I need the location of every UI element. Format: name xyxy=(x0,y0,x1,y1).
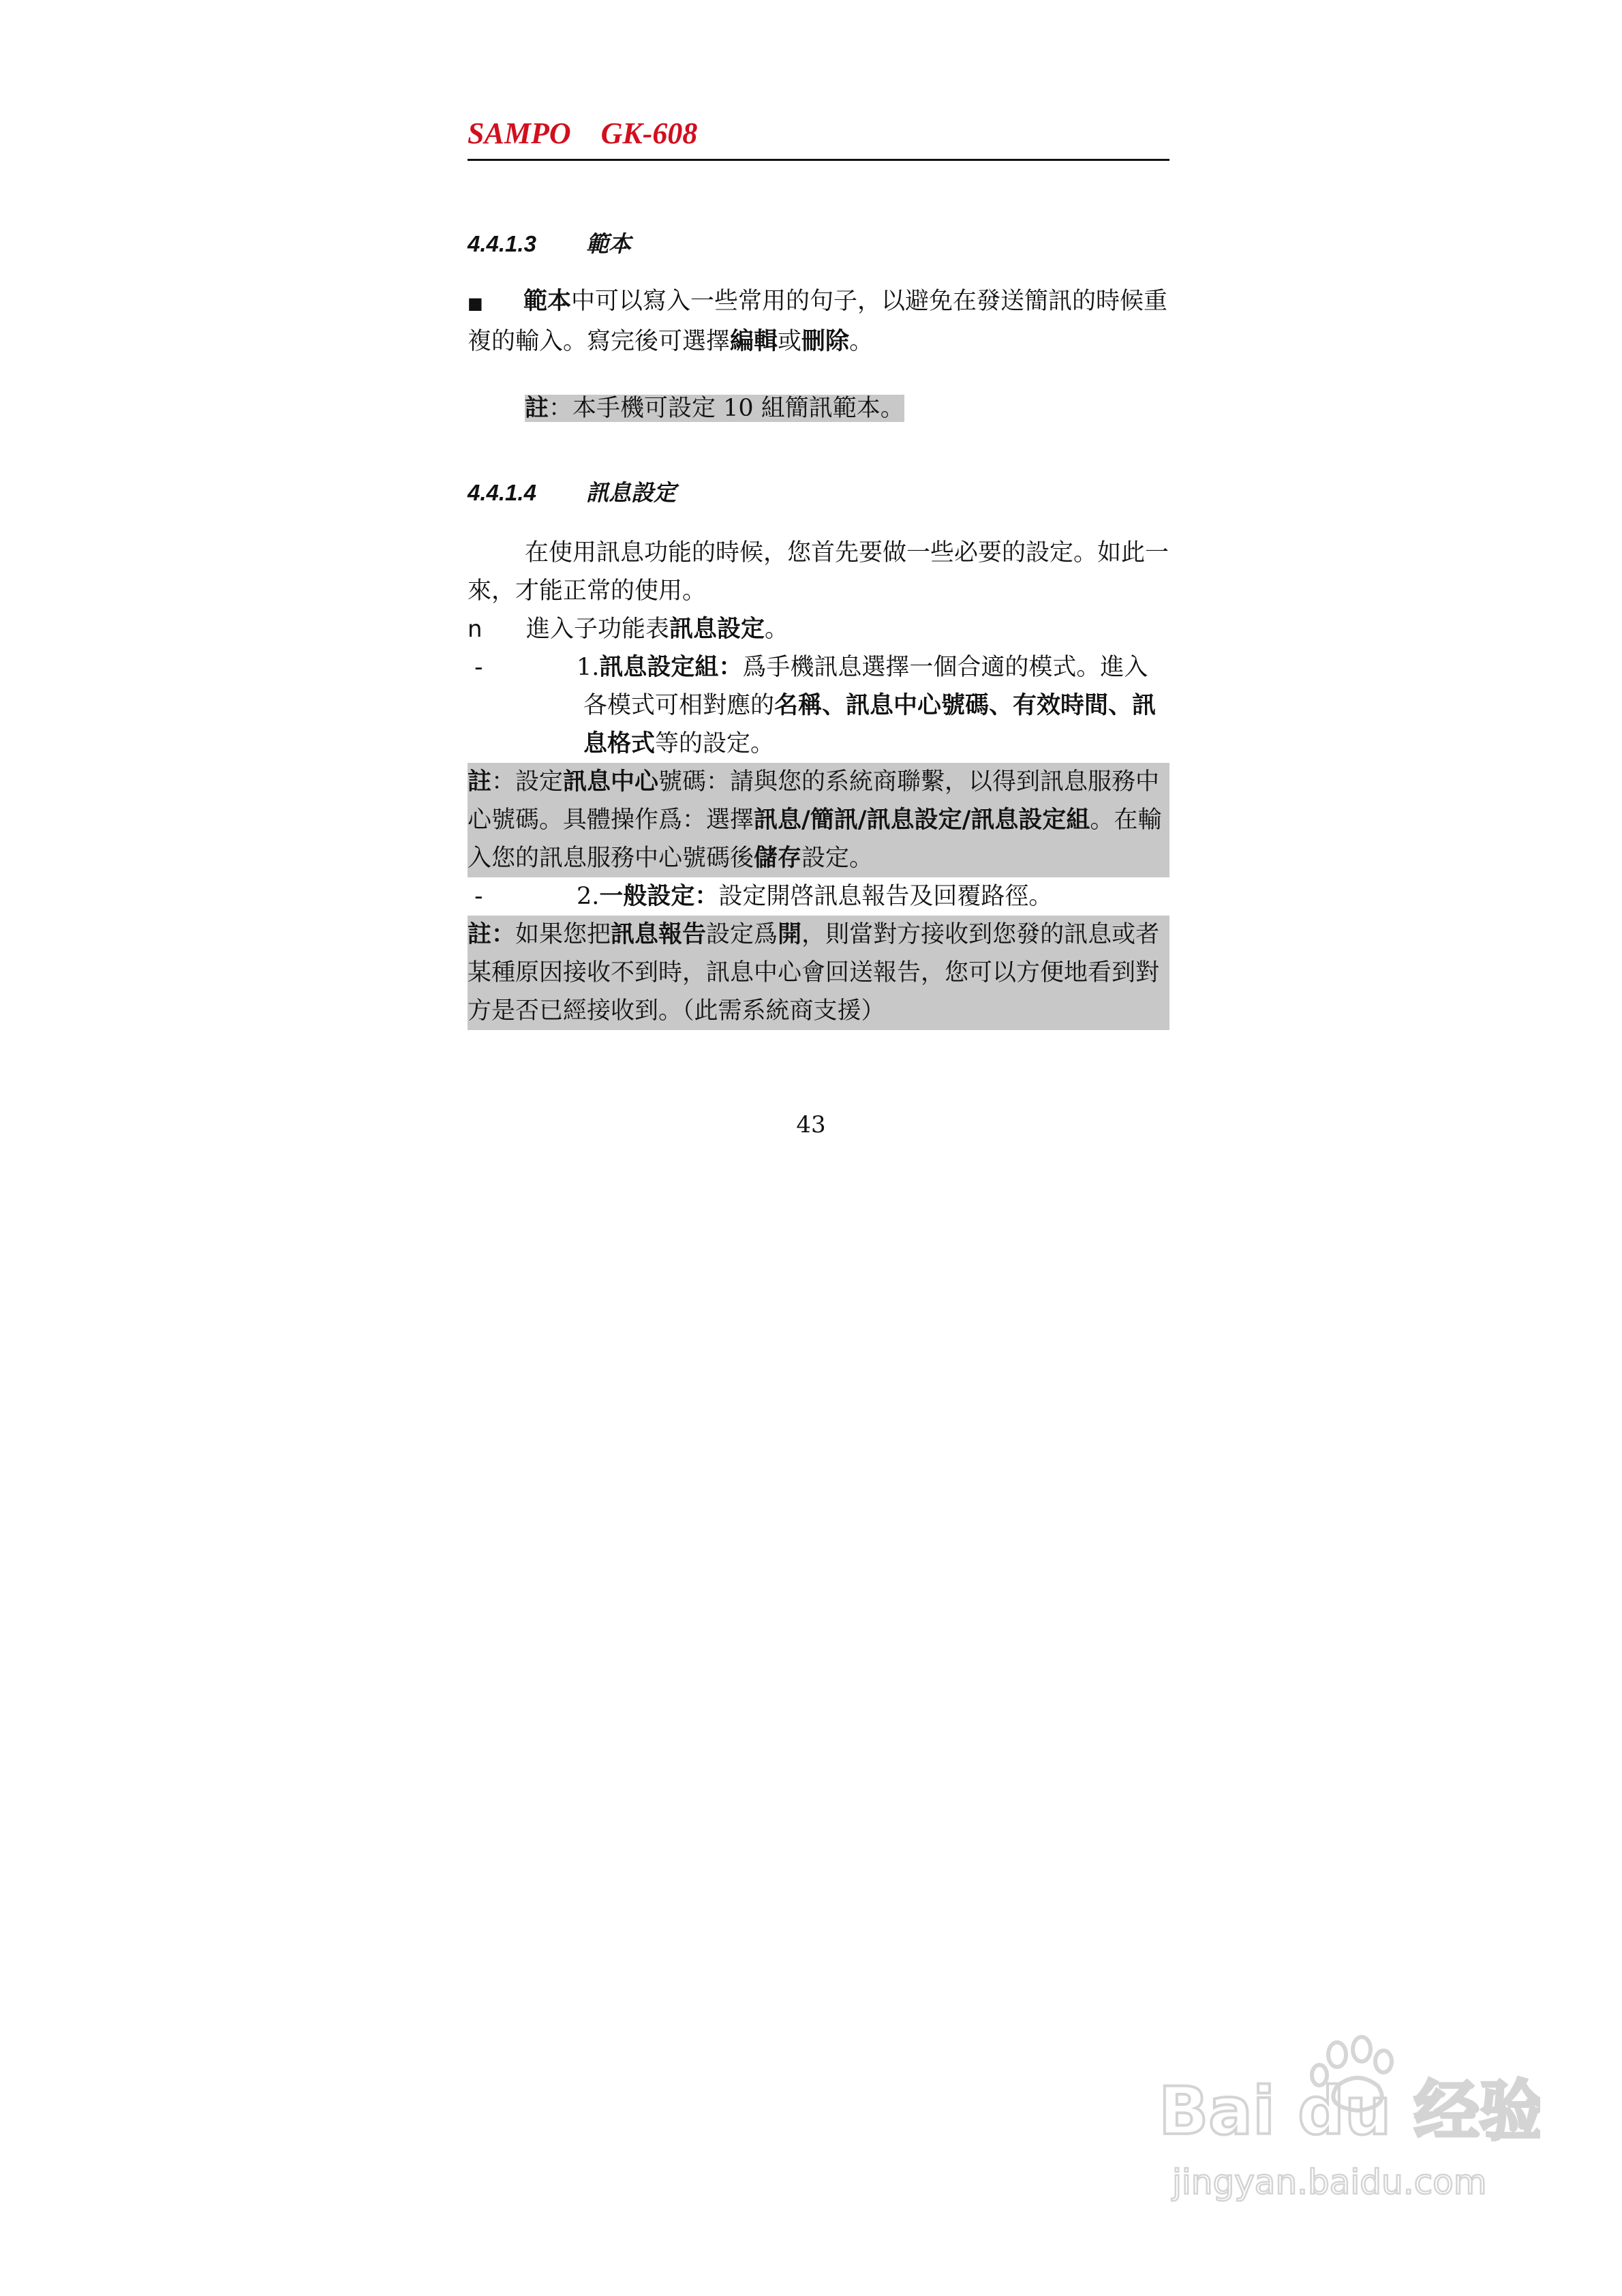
dash-marker: - xyxy=(474,654,483,681)
document-page xyxy=(468,109,1169,1030)
section-heading-message-settings xyxy=(468,479,1169,507)
section-title: 範本 xyxy=(586,231,631,256)
section-number: 4.4.1.4 xyxy=(468,480,536,505)
list-item-message-profile: - 1.訊息設定組：爲手機訊息選擇一個合適的模式。進入各模式可相對應的名稱、訊息中心號碼、有效時間、訊息格式等的設定。 xyxy=(468,648,1169,763)
templates-note-highlight: 註：本手機可設定 10 組簡訊範本。 xyxy=(525,394,904,422)
templates-note xyxy=(468,389,1169,427)
baidu-jingyan-watermark xyxy=(1159,2031,1540,2209)
note-message-center: 註：設定訊息中心號碼：請與您的系統商聯繫，以得到訊息服務中心號碼。具體操作爲：選擇訊息/簡訊/訊息設定/訊息設定組。在輸入您的訊息服務中心號碼後儲存設定。 xyxy=(468,763,1169,877)
message-settings-intro: 在使用訊息功能的時候，您首先要做一些必要的設定。如此一來，才能正常的使用。 xyxy=(468,539,1169,605)
watermark-logo-text: Bai du 经验 xyxy=(1159,2073,1540,2149)
dash-marker: - xyxy=(474,883,483,910)
note-delivery-report: 註：如果您把訊息報告設定爲開，則當對方接收到您發的訊息或者某種原因接收不到時，訊息中心會回送報告，您可以方便地看到對方是否已經接收到。（此需系統商支援） xyxy=(468,916,1169,1030)
square-bullet-icon: ■ xyxy=(468,294,483,313)
list-item-general-settings: - 2.一般設定：設定開啓訊息報告及回覆路徑。 xyxy=(468,877,1169,916)
section-title: 訊息設定 xyxy=(586,480,676,505)
section-heading-templates xyxy=(468,230,1169,258)
submenu-entry-line: n 進入子功能表訊息設定。 xyxy=(468,610,1169,648)
list-marker: n xyxy=(468,616,483,643)
templates-paragraph: ■ 範本中可以寫入一些常用的句子，以避免在發送簡訊的時候重複的輸入。寫完後可選擇編輯或刪除。 xyxy=(468,282,1169,361)
watermark-url-text: jingyan.baidu.com xyxy=(1172,2162,1487,2202)
page-header xyxy=(468,109,1169,161)
baidu-paw-logo-icon xyxy=(1159,2031,1540,2209)
section-number: 4.4.1.3 xyxy=(468,231,536,256)
brand-model-title: SAMPO GK-608 xyxy=(468,117,698,150)
page-number: 43 xyxy=(796,1111,826,1138)
